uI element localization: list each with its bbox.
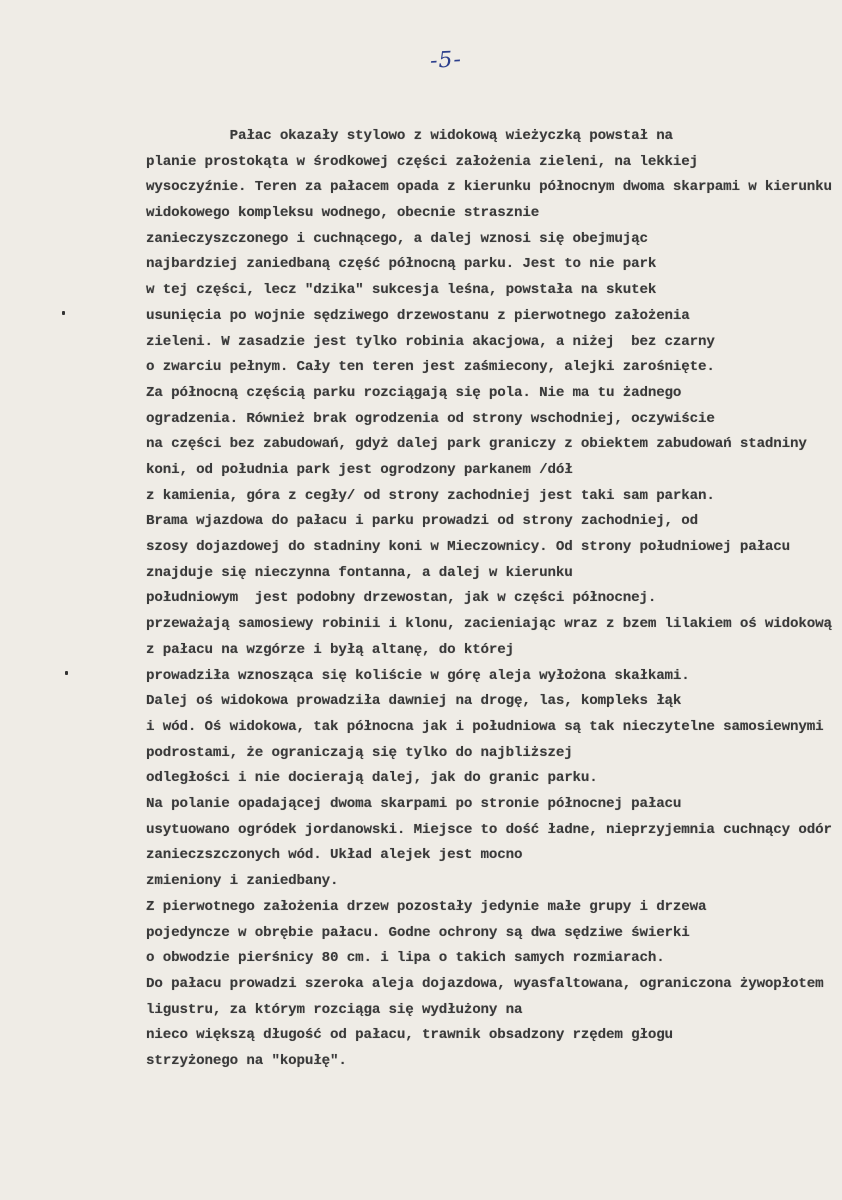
text-line: Dalej oś widokowa prowadziła dawniej na drogę, las, kompleks łąk: [146, 693, 682, 710]
text-line: wysoczyźnie. Teren za pałacem opada z kierunku północnym dwoma skarpami w kierunku widokowego kompleksu wodnego, obecnie strasznie: [146, 179, 832, 222]
text-line: najbardziej zaniedbaną część północną parku. Jest to nie park: [146, 256, 657, 273]
text-line: na części bez zabudowań, gdyż dalej park graniczy z obiektem zabudowań stadniny koni, od południa park jest ogrodzony parkanem /dół: [146, 436, 807, 478]
margin-mark: [65, 671, 68, 675]
text-line: strzyżonego na "kopułę".: [146, 1052, 347, 1069]
text-line: nieco większą długość od pałacu, trawnik obsadzony rzędem głogu: [146, 1027, 673, 1044]
text-line: usunięcia po wojnie sędziwego drzewostanu z pierwotnego założenia: [146, 307, 690, 324]
text-line: pojedyncze w obrębie pałacu. Godne ochrony są dwa sędziwe świerki: [146, 924, 690, 941]
text-line: Pałac okazały stylowo z widokową wieżyczką powstał na: [146, 128, 673, 144]
text-line: zanieczyszczonego i cuchnącego, a dalej wznosi się obejmując: [146, 230, 648, 247]
text-line: w tej części, lecz "dzika" sukcesja leśna, powstała na skutek: [146, 282, 657, 299]
text-line: z kamienia, góra z cegły/ od strony zachodniej jest taki sam parkan.: [146, 487, 715, 504]
typed-text-body: [146, 124, 842, 1075]
text-line: szosy dojazdowej do stadniny koni w Mieczownicy. Od strony południowej pałacu znajduje się nieczynna fontanna, a dalej w kierunku: [146, 539, 791, 581]
text-line: i wód. Oś widokowa, tak północna jak i południowa są tak nieczytelne samosiewnymi podrostami, że ograniczają się tylko do najbliższej: [146, 718, 824, 761]
text-line: Z pierwotnego założenia drzew pozostały jedynie małe grupy i drzewa: [146, 898, 707, 915]
margin-mark: [62, 311, 65, 315]
text-line: zieleni. W zasadzie jest tylko robinia akacjowa, a niżej bez czarny: [146, 333, 715, 350]
text-line: o obwodzie pierśnicy 80 cm. i lipa o takich samych rozmiarach.: [146, 950, 665, 967]
text-line: przeważają samosiewy robinii i klonu, zacieniając wraz z bzem lilakiem oś widokową z pałacu na wzgórze i byłą altanę, do której: [146, 616, 832, 658]
text-line: prowadziła wznosząca się koliście w górę aleja wyłożona skałkami.: [146, 667, 690, 684]
text-line: o zwarciu pełnym. Cały ten teren jest zaśmiecony, alejki zarośnięte.: [146, 359, 715, 376]
text-line: planie prostokąta w środkowej części założenia zieleni, na lekkiej: [146, 153, 699, 170]
text-line: Do pałacu prowadzi szeroka aleja dojazdowa, wyasfaltowana, ograniczona żywopłotem ligustru, za którym rozciąga się wydłużony na: [146, 975, 824, 1018]
text-line: usytuowano ogródek jordanowski. Miejsce to dość ładne, nieprzyjemnia cuchnący odór zanieczszczonych wód. Układ alejek jest mocno: [146, 821, 832, 864]
text-line: ogradzenia. Również brak ogrodzenia od strony wschodniej, oczywiście: [146, 410, 715, 427]
text-line: Brama wjazdowa do pałacu i parku prowadzi od strony zachodniej, od: [146, 513, 699, 530]
text-line: Za północną częścią parku rozciągają się pola. Nie ma tu żadnego: [146, 384, 682, 401]
page-number: -5-: [429, 47, 463, 74]
text-line: południowym jest podobny drzewostan, jak w części północnej.: [146, 590, 657, 607]
text-line: Na polanie opadającej dwoma skarpami po stronie północnej pałacu: [146, 796, 682, 813]
text-line: zmieniony i zaniedbany.: [146, 873, 339, 890]
text-line: odległości i nie docierają dalej, jak do granic parku.: [146, 770, 598, 787]
